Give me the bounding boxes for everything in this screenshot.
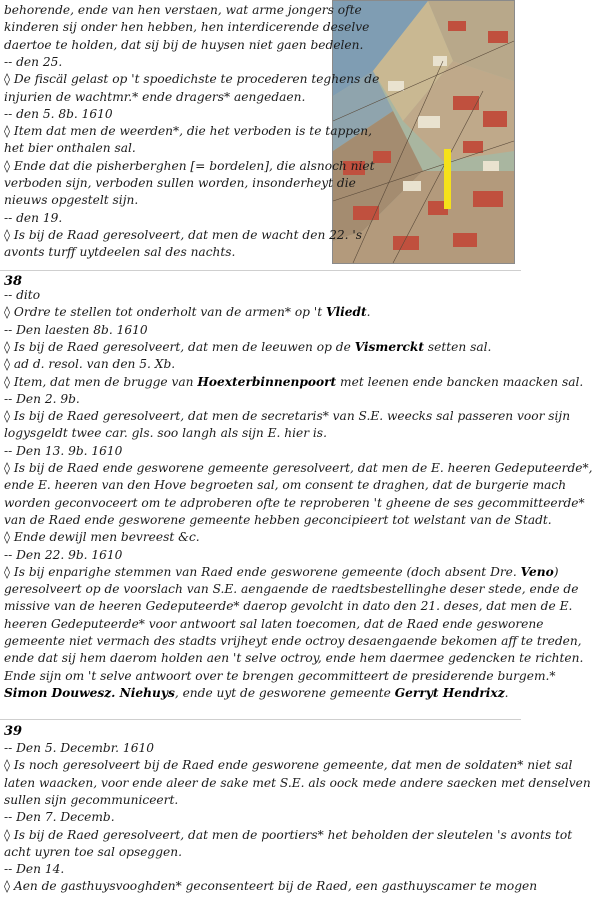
text-line: ◊ De fiscäl gelast op 't spoedichste te procederen teghens de xyxy=(4,72,380,87)
section-divider xyxy=(0,719,521,720)
text-line: acht uyren toe sal opseggen. xyxy=(4,844,182,859)
text-line: ◊ ad d. resol. van den 5. Xb. xyxy=(4,357,176,372)
text-line: heeren Gedeputeerde* voor antwoort sal laten toecomen, dat de Raed ende gesworene xyxy=(4,616,544,631)
text-line: -- Den 22. 9b. 1610 xyxy=(4,547,123,562)
section-number: 39 xyxy=(4,724,23,739)
proper-name: Simon Douwesz. Niehuys xyxy=(4,685,175,700)
text-line: Ende sijn om 't selve antwoort over te brengen gecommitteert de presiderende burgem.* xyxy=(4,668,556,683)
section-divider xyxy=(0,270,521,271)
text-line: ◊ Ende dat die pisherberghen [= bordelen], die alsnoch niet xyxy=(4,158,375,173)
text-line: ◊ Item, dat men de brugge van Hoexterbinnenpoort met leenen ende bancken maacken sal. xyxy=(4,374,584,389)
text-line: ende E. heeren van den Hove begroeten sal, om consent te draghen, dat de burgerie mach xyxy=(4,478,567,493)
text-line: gemeente niet vermach des stadts vrijheyt ende octroy desaengaende bekomen aff te treden, xyxy=(4,634,582,648)
text-line: ◊ Is noch geresolveert bij de Raed ende gesworene gemeente, dat men de soldaten* niet sal xyxy=(4,758,573,773)
text-line: ende dat sij hem daerom holden aen 't selve octroy, ende hem daermee gedencken te richten. xyxy=(4,651,584,666)
text-line: het bier onthalen sal. xyxy=(4,141,136,156)
proper-name: Vismerckt xyxy=(354,339,424,354)
text-line: nieuws opgestelt sijn. xyxy=(4,193,139,208)
text-line: -- Den 13. 9b. 1610 xyxy=(4,443,123,458)
text-line: Simon Douwesz. Niehuys, ende uyt de gesworene gemeente Gerryt Hendrixz. xyxy=(4,685,509,700)
text-line: ◊ Is bij enparighe stemmen van Raed ende gesworene gemeente (doch absent Dre. Veno) xyxy=(4,564,559,579)
proper-name: Gerryt Hendrixz xyxy=(394,685,505,700)
text-line: -- dito xyxy=(4,288,41,302)
text-line: ◊ Is bij de Raad geresolveert, dat men de wacht den 22. 's xyxy=(4,227,363,242)
text-line: ◊ Is bij de Raed geresolveert, dat men de secretaris* van S.E. weecks sal passeren voor sijn xyxy=(4,409,571,424)
text-line: ◊ Ordre te stellen tot onderholt van de armen* op 't Vliedt. xyxy=(4,305,371,320)
text-line: ◊ Aen de gasthuysvooghden* geconsenteert bij de Raed, een gasthuyscamer te mogen xyxy=(4,879,538,894)
text-line: ◊ Is bij de Raed ende gesworene gemeente geresolveert, dat men de E. heeren Gedeputeerde*, xyxy=(4,461,592,475)
text-line: -- den 19. xyxy=(4,210,63,225)
text-line: -- Den 2. 9b. xyxy=(4,391,80,406)
text-line: sullen sijn gecommuniceert. xyxy=(4,792,179,807)
text-line: ◊ Is bij de Raed geresolveert, dat men de leeuwen op de Vismerckt setten sal. xyxy=(4,339,492,354)
proper-name: Veno xyxy=(520,564,554,579)
proper-name: Hoexterbinnenpoort xyxy=(197,374,337,389)
text-line: laten waacken, voor ende aleer de sake met S.E. als oock mede andere saecken met denselven xyxy=(4,775,591,790)
text-line: -- Den 7. Decemb. xyxy=(4,810,115,825)
text-line: behorende, ende van hen verstaen, wat arme jongers ofte xyxy=(4,3,362,17)
text-line: -- Den 5. Decembr. 1610 xyxy=(4,741,154,755)
text-line: injurien de wachtmr.* ende dragers* aengedaen. xyxy=(4,89,306,104)
section-number: 38 xyxy=(4,274,23,289)
proper-name: Vliedt xyxy=(325,305,367,320)
text-line: -- Den 14. xyxy=(4,862,65,877)
text-line: ◊ Item dat men de weerden*, die het verboden is te tappen, xyxy=(4,124,372,139)
text-line: avonts turff uytdeelen sal des nachts. xyxy=(4,245,236,260)
text-line: geresolveert op de voorslach van S.E. aengaende de raedtsbestellinghe deser stede, ende de xyxy=(4,582,579,597)
text-line: verboden sijn, verboden sullen worden, insonderheyt die xyxy=(4,176,356,190)
text-line: daertoe te holden, dat sij bij de huysen niet gaen bedelen. xyxy=(4,37,364,52)
text-line: ◊ Is bij de Raed geresolveert, dat men de poortiers* het beholden der sleutelen 's avonts tot xyxy=(4,827,573,842)
text-line: -- den 5. 8b. 1610 xyxy=(4,106,113,121)
text-line: missive van de heeren Gedeputeerde* daerop gevolcht in dato den 21. deses, dat men de E. xyxy=(4,599,573,614)
text-line: -- Den laesten 8b. 1610 xyxy=(4,322,148,337)
text-line: ◊ Ende dewijl men bevreest &c. xyxy=(4,530,200,545)
text-line: kinderen sij onder hen hebben, hen interdicerende deselve xyxy=(4,20,370,35)
text-line: -- den 25. xyxy=(4,54,63,69)
text-line: van de Raed ende gesworene gemeente hebben geconcipieert tot welstant van de Stadt. xyxy=(4,512,552,527)
text-line: worden geconvoceert om te adproberen ofte te reproberen 't gheene de ses gecommitteerde* xyxy=(4,495,585,510)
text-line: logysgeldt twee car. gls. soo langh als sijn E. hier is. xyxy=(4,426,327,441)
